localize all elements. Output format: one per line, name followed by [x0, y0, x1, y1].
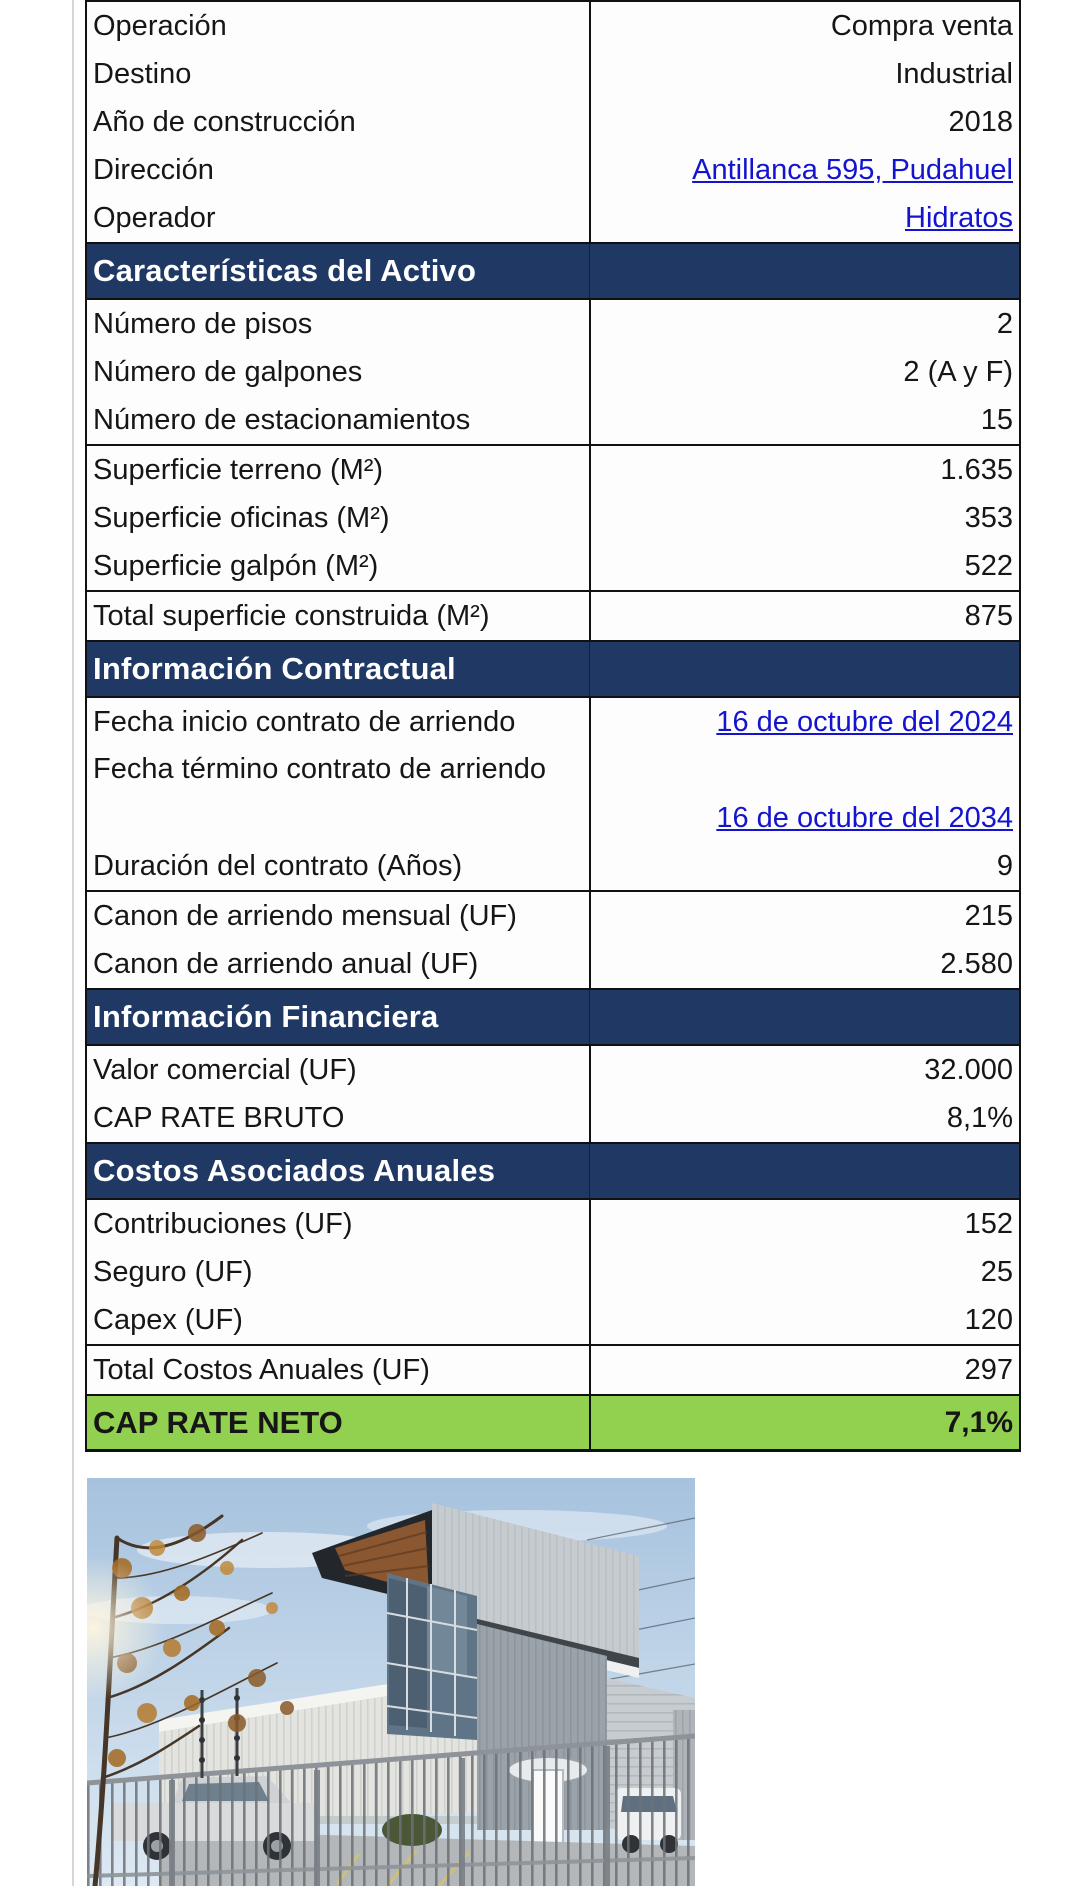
group-canon [87, 890, 1019, 988]
row-value [589, 746, 1019, 842]
table-row-seguro [87, 1248, 1019, 1296]
row-value: Compra venta [589, 2, 1019, 50]
row-value: 875 [589, 592, 1019, 640]
row-value: 120 [589, 1296, 1019, 1344]
row-label: Superficie oficinas (M²) [93, 502, 390, 534]
group-costos [87, 1198, 1019, 1344]
row-label: Capex (UF) [93, 1304, 243, 1336]
row-label: Seguro (UF) [93, 1256, 253, 1288]
section-header-financiera [87, 988, 1019, 1044]
cap-rate-neto-row [87, 1394, 1019, 1449]
section-header-costos [87, 1142, 1019, 1198]
table-row-direccion [87, 146, 1019, 194]
table-row-pisos [87, 300, 1019, 348]
row-label: Superficie galpón (M²) [93, 550, 379, 582]
table-row-total-superficie [87, 592, 1019, 640]
row-value: 297 [589, 1346, 1019, 1394]
row-value: 32.000 [589, 1046, 1019, 1094]
row-label: Canon de arriendo mensual (UF) [93, 900, 517, 932]
row-value [589, 146, 1019, 194]
table-row-canon-mensual [87, 892, 1019, 940]
row-label: CAP RATE BRUTO [93, 1102, 345, 1134]
group-total-superficie [87, 590, 1019, 640]
row-label: Fecha término contrato de arriendo [93, 753, 546, 785]
section-header-label: Información Contractual [93, 651, 456, 686]
table-row-duracion [87, 842, 1019, 890]
row-value: 152 [589, 1200, 1019, 1248]
row-value [589, 698, 1019, 746]
row-label: Valor comercial (UF) [93, 1054, 357, 1086]
row-label: Fecha inicio contrato de arriendo [93, 706, 516, 738]
operador-link[interactable]: Hidratos [905, 201, 1013, 234]
row-value: 25 [589, 1248, 1019, 1296]
row-value: 2018 [589, 98, 1019, 146]
group-general [87, 2, 1019, 242]
table-row-contribuciones [87, 1200, 1019, 1248]
row-value: 1.635 [589, 446, 1019, 494]
table-row-total-costos [87, 1346, 1019, 1394]
group-activo [87, 298, 1019, 444]
table-row-sup-galpon [87, 542, 1019, 590]
row-value: 8,1% [589, 1094, 1019, 1142]
row-label: Operador [93, 202, 216, 234]
row-value: 15 [589, 396, 1019, 444]
row-label: Duración del contrato (Años) [93, 850, 463, 882]
row-label: Número de galpones [93, 356, 363, 388]
section-header-spacer [589, 990, 1019, 1044]
table-row-sup-terreno [87, 446, 1019, 494]
row-label: Contribuciones (UF) [93, 1208, 353, 1240]
table-row-fecha-termino [87, 746, 1019, 842]
row-value: 522 [589, 542, 1019, 590]
group-superficie [87, 444, 1019, 590]
table-row-cap-rate-bruto [87, 1094, 1019, 1142]
table-row-canon-anual [87, 940, 1019, 988]
row-label: Operación [93, 10, 227, 42]
table-row-sup-oficinas [87, 494, 1019, 542]
property-table [85, 0, 1021, 1452]
table-row-estacionamientos [87, 396, 1019, 444]
row-value: 2 (A y F) [589, 348, 1019, 396]
fecha-termino-link[interactable]: 16 de octubre del 2034 [716, 802, 1013, 834]
section-header-spacer [589, 244, 1019, 298]
row-value: 2 [589, 300, 1019, 348]
row-value: 215 [589, 892, 1019, 940]
table-row-fecha-inicio [87, 698, 1019, 746]
direccion-link[interactable]: Antillanca 595, Pudahuel [692, 153, 1013, 186]
row-label: Dirección [93, 154, 214, 186]
row-label: CAP RATE NETO [93, 1404, 343, 1440]
section-header-label: Características del Activo [93, 253, 477, 288]
row-value: Industrial [589, 50, 1019, 98]
row-label: Superficie terreno (M²) [93, 454, 384, 486]
row-value: 2.580 [589, 940, 1019, 988]
table-row-valor-comercial [87, 1046, 1019, 1094]
page-edge-line [72, 0, 74, 1886]
building-photo [87, 1478, 695, 1886]
row-value: 7,1% [589, 1396, 1019, 1449]
table-row-ano-construccion [87, 98, 1019, 146]
row-value: 353 [589, 494, 1019, 542]
row-label: Total superficie construida (M²) [93, 600, 490, 632]
row-label: Número de pisos [93, 308, 313, 340]
row-label: Año de construcción [93, 106, 356, 138]
group-contractual [87, 696, 1019, 890]
row-label: Destino [93, 58, 192, 90]
group-financiera [87, 1044, 1019, 1142]
section-header-contractual [87, 640, 1019, 696]
table-row-capex [87, 1296, 1019, 1344]
table-row-operacion [87, 2, 1019, 50]
row-label: Número de estacionamientos [93, 404, 471, 436]
row-value: 9 [589, 842, 1019, 890]
fecha-inicio-link[interactable]: 16 de octubre del 2024 [716, 705, 1013, 738]
group-total-costos [87, 1344, 1019, 1394]
table-row-destino [87, 50, 1019, 98]
building-photo-illustration [87, 1478, 695, 1886]
section-header-spacer [589, 1144, 1019, 1198]
table-row-galpones [87, 348, 1019, 396]
section-header-label: Información Financiera [93, 999, 439, 1034]
row-value [589, 194, 1019, 242]
section-header-spacer [589, 642, 1019, 696]
row-label: Canon de arriendo anual (UF) [93, 948, 479, 980]
row-label: Total Costos Anuales (UF) [93, 1354, 430, 1386]
section-header-caracteristicas [87, 242, 1019, 298]
table-row-operador [87, 194, 1019, 242]
section-header-label: Costos Asociados Anuales [93, 1153, 496, 1188]
